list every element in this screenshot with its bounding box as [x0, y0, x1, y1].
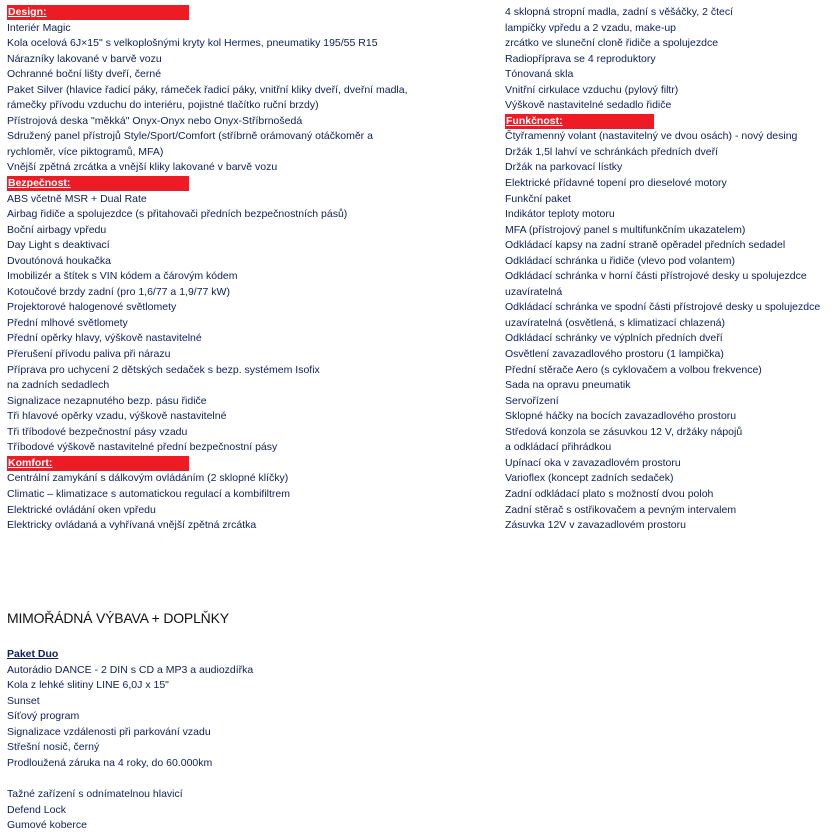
list-item: Elektricky ovládaná a vyhřívaná vnější zpětná zrcátka	[7, 519, 257, 532]
comfort-list	[7, 471, 487, 533]
list-item: Zadní stěrač s ostřikovačem a pevným intervalem	[505, 503, 737, 516]
function-list	[505, 129, 830, 533]
list-item: Zásuvka 12V v zavazadlovém prostoru	[505, 519, 686, 532]
list-item: Přístrojová deska "měkká" Onyx-Onyx nebo Onyx-Stříbrnošedá	[7, 114, 303, 127]
list-item: Servořízení	[505, 394, 559, 407]
list-item: Přerušení přívodu paliva při nárazu	[7, 348, 171, 361]
comfort-section-header	[7, 456, 487, 472]
list-item: Signalizace nezapnutého bezp. pásu řidiče	[7, 394, 207, 407]
list-item: Ochranné boční lišty dveří, černé	[7, 68, 162, 81]
list-item: Přední opěrky hlavy, výškově nastavitelné	[7, 332, 202, 345]
list-item: rychloměr, více piktogramů, MFA)	[7, 145, 164, 158]
list-item: Dvoutónová houkačka	[7, 254, 111, 267]
list-item: Gumové koberce	[7, 819, 87, 832]
list-item: Držák na parkovací lístky	[505, 161, 623, 174]
safety-section-header	[7, 176, 487, 192]
list-item: Nárazníky lakované v barvě vozu	[7, 52, 162, 65]
design-list	[7, 21, 487, 176]
list-item: Odkládací schránka ve spodní části přístrojové desky u spolujezdce	[505, 301, 821, 314]
comfort-heading: Komfort:	[7, 456, 189, 471]
list-item: Signalizace vzdálenosti při parkování vzadu	[7, 725, 211, 738]
list-item: Imobilizér a štítek s VIN kódem a čárovým kódem	[7, 270, 238, 283]
extras-title: MIMOŘÁDNÁ VÝBAVA + DOPLŇKY	[7, 610, 229, 626]
list-item: Tři hlavové opěrky vzadu, výškově nastavitelné	[7, 410, 227, 423]
right-column	[505, 5, 830, 534]
list-item: lampičky vpředu a 2 vzadu, make-up	[505, 21, 676, 34]
list-item: Osvětlení zavazadlového prostoru (1 lampička)	[505, 348, 724, 361]
other-extras-list	[7, 787, 607, 834]
list-item: Kola z lehké slitiny LINE 6,0J x 15"	[7, 679, 169, 692]
list-item: Funkční paket	[505, 192, 571, 205]
list-item: MFA (přístrojový panel s multifunkčním ukazatelem)	[505, 223, 746, 236]
list-item: ABS včetně MSR + Dual Rate	[7, 192, 147, 205]
list-item: Boční airbagy vpředu	[7, 223, 107, 236]
list-item: na zadních sedadlech	[7, 379, 110, 392]
safety-heading: Bezpečnost:	[7, 176, 189, 191]
list-item: zrcátko ve sluneční cloně řidiče a spolujezdce	[505, 37, 719, 50]
list-item: Projektorové halogenové světlomety	[7, 301, 177, 314]
list-item: Climatic – klimatizace s automatickou regulací a kombifiltrem	[7, 487, 291, 500]
list-item: Přední mlhové světlomety	[7, 316, 128, 329]
list-item: Síťový program	[7, 710, 80, 723]
list-item: uzavíratelná	[505, 285, 563, 298]
list-item: Elektrické přídavné topení pro dieselové motory	[505, 177, 727, 190]
list-item: Tónovaná skla	[505, 68, 574, 81]
list-item: Zadní odkládací plato s možností dvou poloh	[505, 487, 714, 500]
list-item: Kola ocelová 6J×15" s velkoplošnými kryty kol Hermes, pneumatiky 195/55 R15	[7, 37, 378, 50]
safety-list	[7, 192, 487, 456]
list-item: Interiér Magic	[7, 21, 71, 34]
list-item: Autorádio DANCE - 2 DIN s CD a MP3 a audiozdířka	[7, 663, 254, 676]
list-item: Sdružený panel přístrojů Style/Sport/Comfort (stříbrně orámovaný otáčkoměr a	[7, 130, 373, 143]
spacer	[7, 771, 607, 787]
package-list	[7, 663, 607, 772]
list-item: Příprava pro uchycení 2 dětských sedaček s bezp. systémem Isofix	[7, 363, 320, 376]
list-item: Přední stěrače Aero (s cyklovačem a volbou frekvence)	[505, 363, 762, 376]
list-item: a odkládací přihrádkou	[505, 441, 612, 454]
list-item: Odkládací schránky ve výplních předních dveří	[505, 332, 723, 345]
list-item: Airbag řidiče a spolujezdce (s přitahovači předních bezpečnostních pásů)	[7, 208, 348, 221]
comfort-continued-list	[505, 5, 830, 114]
list-item: Tříbodové výškově nastavitelné přední bezpečnostní pásy	[7, 441, 278, 454]
left-column	[7, 5, 487, 534]
list-item: Defend Lock	[7, 803, 66, 816]
list-item: Tři tříbodové bezpečnostní pásy vzadu	[7, 425, 188, 438]
list-item: Tažné zařízení s odnímatelnou hlavicí	[7, 788, 183, 801]
list-item: 4 sklopná stropní madla, zadní s věšáčky, 2 čtecí	[505, 6, 734, 18]
list-item: Vnitřní cirkulace vzduchu (pylový filtr)	[505, 83, 679, 96]
list-item: Varioflex (koncept zadních sedaček)	[505, 472, 674, 485]
design-heading: Design:	[7, 5, 189, 20]
package-title: Paket Duo	[7, 648, 59, 660]
list-item: Sunset	[7, 694, 40, 707]
design-section-header	[7, 5, 487, 21]
list-item: Elektrické ovládání oken vpředu	[7, 503, 156, 516]
list-item: Radiopříprava se 4 reproduktory	[505, 52, 656, 65]
list-item: Střešní nosič, černý	[7, 741, 100, 754]
list-item: rámečky přívodu vzduchu do interiéru, pojistné tlačítko ruční brzdy)	[7, 99, 319, 112]
list-item: Day Light s deaktivací	[7, 239, 110, 252]
list-item: Odkládací schránka u řidiče (vlevo pod volantem)	[505, 254, 735, 267]
list-item: Čtyřramenný volant (nastavitelný ve dvou osách) - nový desing	[505, 130, 798, 143]
list-item: Indikátor teploty motoru	[505, 208, 615, 221]
list-item: Upínací oka v zavazadlovém prostoru	[505, 456, 681, 469]
extras-section	[7, 608, 607, 834]
list-item: Paket Silver (hlavice řadicí páky, rámeček řadicí páky, vnitřní kliky dveří, dveřní madla,	[7, 83, 408, 96]
list-item: Odkládací schránka v horní části přístrojové desky u spolujezdce	[505, 270, 807, 283]
list-item: Sada na opravu pneumatik	[505, 379, 631, 392]
list-item: Odkládací kapsy na zadní straně opěradel předních sedadel	[505, 239, 786, 252]
list-item: Držák 1,5l lahví ve schránkách předních dveří	[505, 145, 719, 158]
list-item: Středová konzola se zásuvkou 12 V, držáky nápojů	[505, 425, 743, 438]
list-item: Vnější zpětná zrcátka a vnější kliky lakované v barvě vozu	[7, 161, 278, 174]
list-item: Prodloužená záruka na 4 roky, do 60.000km	[7, 756, 213, 769]
list-item: Kotoučové brzdy zadní (pro 1,6/77 a 1,9/77 kW)	[7, 285, 230, 298]
list-item: Výškově nastavitelné sedadlo řidiče	[505, 99, 672, 112]
function-heading: Funkčnost:	[505, 114, 654, 129]
list-item: Centrální zamykání s dálkovým ovládáním (2 sklopné klíčky)	[7, 472, 289, 485]
function-section-header	[505, 114, 830, 130]
list-item: uzavíratelná (osvětlená, s klimatizací chlazená)	[505, 316, 726, 329]
list-item: Sklopné háčky na bocích zavazadlového prostoru	[505, 410, 737, 423]
